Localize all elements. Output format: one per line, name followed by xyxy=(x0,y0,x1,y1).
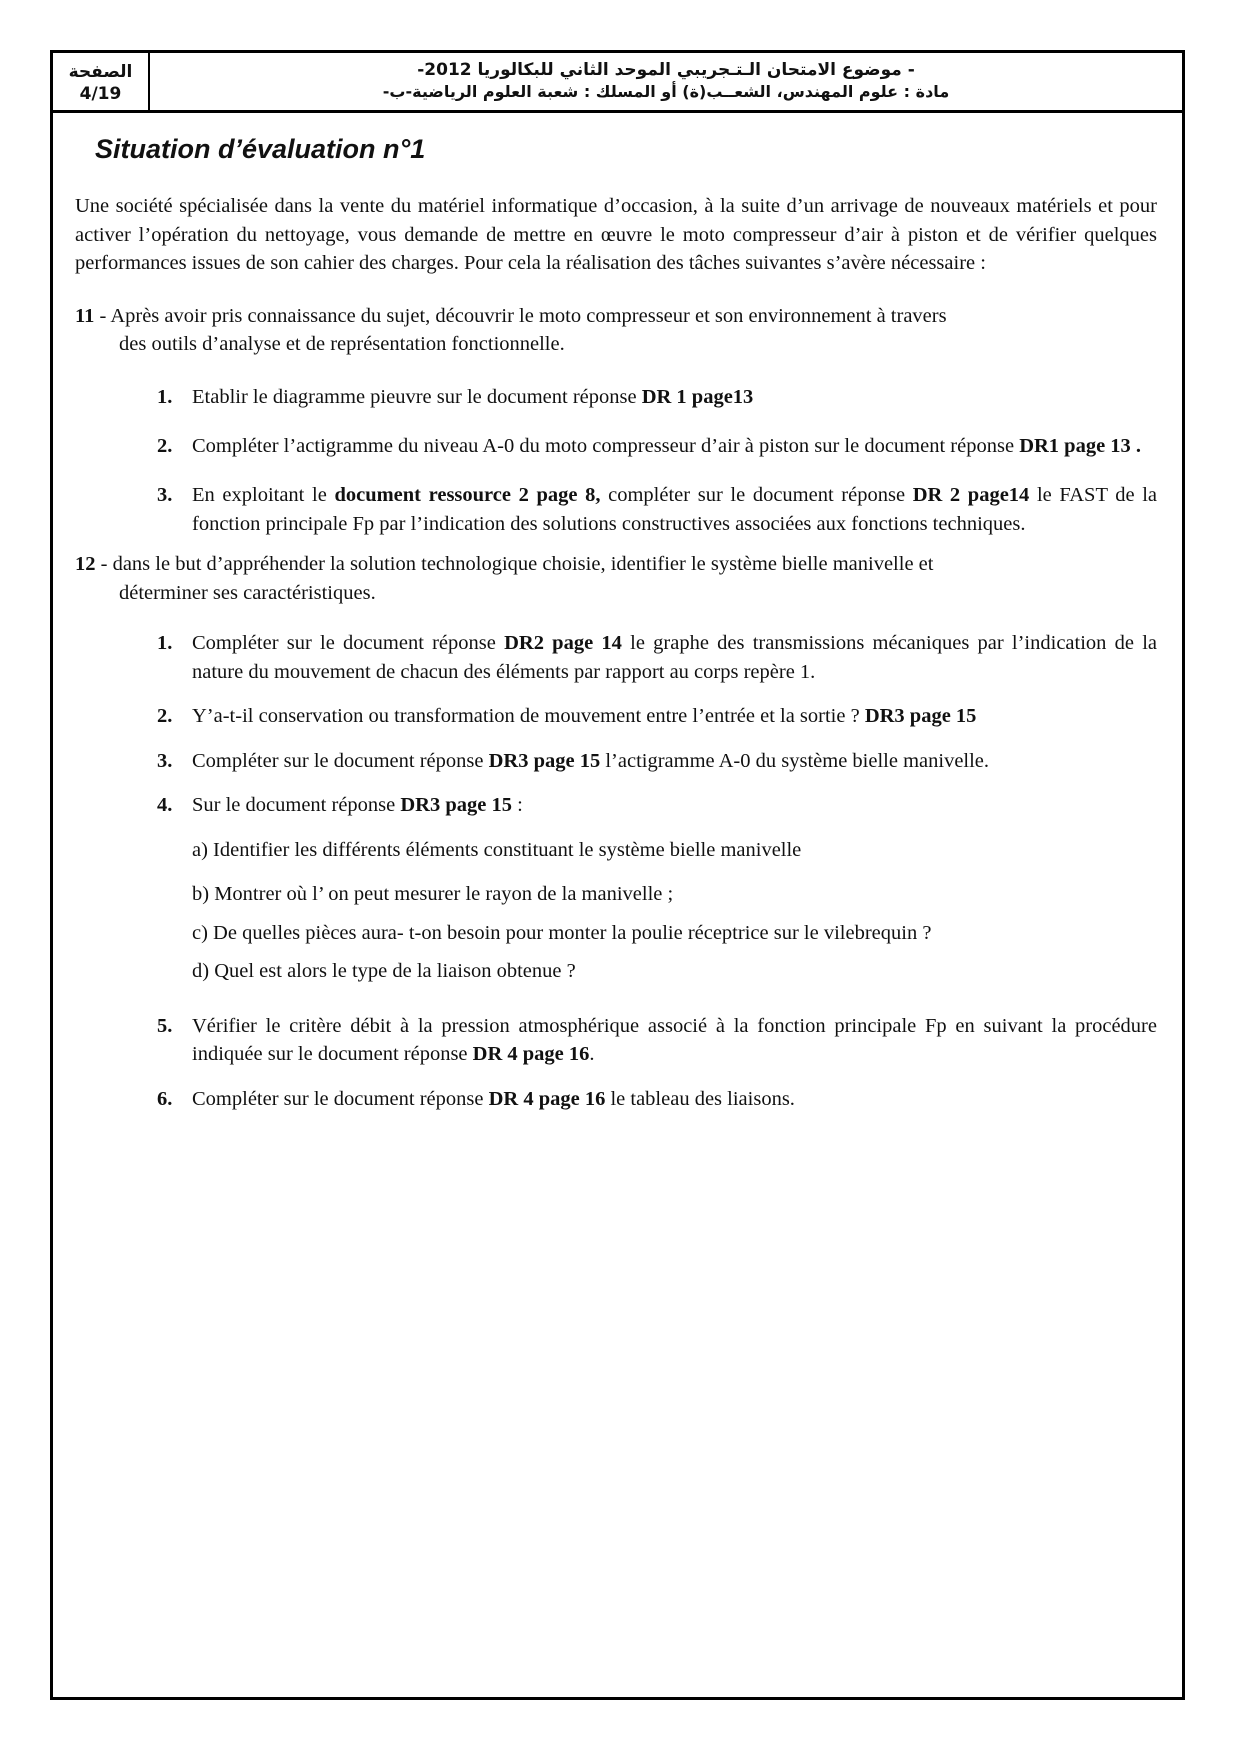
item-number: 3. xyxy=(157,484,173,506)
task-12-item-2 xyxy=(75,702,1157,731)
item-reference: DR 2 page14 xyxy=(912,484,1030,506)
subitem-b: b) Montrer où l’ on peut mesurer le rayon de la manivelle ; xyxy=(192,883,674,905)
item-text: Compléter l’actigramme du niveau A-0 du moto compresseur d’air à piston sur le document réponse xyxy=(192,435,1020,457)
page-number-box xyxy=(53,53,150,110)
item-text: le FAST de la fonction principale Fp par l’indication des solutions constructives associées aux fonctions techniques. xyxy=(192,484,1158,535)
item-number: 1. xyxy=(157,385,173,408)
item-reference: DR1 page 13 . xyxy=(1019,435,1142,457)
task-11-line1: - Après avoir pris connaissance du sujet, découvrir le moto compresseur et son environnement à travers xyxy=(94,304,947,327)
subitem-d: d) Quel est alors le type de la liaison obtenue ? xyxy=(192,960,576,982)
item-text: Sur le document réponse xyxy=(192,794,401,816)
task-12-item-4 xyxy=(75,791,1157,820)
task-12-item-1 xyxy=(75,629,1157,686)
item-reference: DR3 page 15 xyxy=(400,794,512,816)
task-11-item-2 xyxy=(75,431,1157,461)
task-12-item-5 xyxy=(75,1012,1157,1069)
item-reference: DR3 page 15 xyxy=(864,705,977,727)
item-text: En exploitant le xyxy=(192,484,335,506)
page-label: الصفحة xyxy=(68,62,133,82)
item-text: Vérifier le critère débit à la pression atmosphérique associé à la fonction principale Fp en suivant la procédure indiquée sur le document réponse xyxy=(192,1014,1157,1065)
page-number: 4/19 xyxy=(79,84,122,104)
task-11-line2: des outils d’analyse et de représentation fonctionnelle. xyxy=(119,333,565,355)
item-reference: DR 4 page 16 xyxy=(488,1087,606,1110)
subitem-c: c) De quelles pièces aura- t-on besoin pour monter la poulie réceptrice sur le vilebrequin ? xyxy=(192,921,932,944)
item-number: 2. xyxy=(157,435,173,457)
document-body xyxy=(75,192,1157,1113)
item-text: le tableau des liaisons. xyxy=(605,1087,795,1110)
item-text: Compléter sur le document réponse xyxy=(192,632,505,654)
item-reference: DR2 page 14 xyxy=(504,632,622,654)
exam-header xyxy=(53,53,1182,113)
task-12-item-6 xyxy=(75,1085,1157,1114)
item-text: compléter sur le document réponse xyxy=(600,484,913,506)
item-number: 1. xyxy=(157,632,173,654)
item-reference: DR3 page 15 xyxy=(488,749,601,772)
subitem-a: a) Identifier les différents éléments constituant le système bielle manivelle xyxy=(192,838,802,861)
item-text: Y’a-t-il conservation ou transformation de mouvement entre l’entrée et la sortie ? xyxy=(192,705,865,727)
item-reference: DR 4 page 16 xyxy=(472,1043,590,1065)
task-11-item-3 xyxy=(75,481,1157,538)
item-text: Compléter sur le document réponse xyxy=(192,1087,489,1110)
exam-title-line1: - موضوع الامتحان الـتـجريبي الموحد الثاني للبكالوريا 2012- xyxy=(417,60,915,80)
item-number: 6. xyxy=(157,1087,173,1110)
task-12-line2: déterminer ses caractéristiques. xyxy=(119,581,376,604)
item-number: 2. xyxy=(157,705,173,727)
task-12-line1: - dans le but d’appréhender la solution technologique choisie, identifier le système bielle manivelle et xyxy=(95,553,934,575)
task-12-item-3 xyxy=(75,747,1157,776)
item-reference: DR 1 page13 xyxy=(641,385,754,408)
task-11 xyxy=(75,302,1157,359)
task-11-number: 11 xyxy=(75,304,95,327)
task-11-item-1 xyxy=(75,383,1157,412)
item-number: 4. xyxy=(157,794,173,816)
item-text: Compléter sur le document réponse xyxy=(192,749,489,772)
item-text: le graphe des transmissions mécaniques par l’indication de la nature du mouvement de chacun des éléments par rapport au corps repère 1. xyxy=(192,632,1158,683)
exam-title-box xyxy=(150,53,1182,110)
item-text: . xyxy=(589,1043,595,1065)
intro-paragraph: Une société spécialisée dans la vente du matériel informatique d’occasion, à la suite d’un arrivage de nouveaux matériels et pour activer l’opération du nettoyage, vous demande de mettre en œuvre le moto compresseur d’air à piston et de vérifier quelques performances issues de son cahier des charges. Pour cela la réalisation des tâches suivantes s’avère nécessaire : xyxy=(75,195,1157,274)
situation-title: Situation d’évaluation n°1 xyxy=(95,134,426,164)
item-text: Etablir le diagramme pieuvre sur le document réponse xyxy=(192,385,642,408)
item-text: : xyxy=(511,794,523,816)
exam-title-line2: مادة : علوم المهندس، الشعــب(ة) أو المسلك : شعبة العلوم الرياضية-ب- xyxy=(382,82,950,101)
item-text: l’actigramme A-0 du système bielle manivelle. xyxy=(600,749,990,772)
item-number: 3. xyxy=(157,749,173,772)
task-12-number: 12 xyxy=(75,553,96,575)
item-reference: document ressource 2 page 8, xyxy=(334,484,601,506)
task-12 xyxy=(75,550,1157,607)
item-number: 5. xyxy=(157,1014,173,1037)
